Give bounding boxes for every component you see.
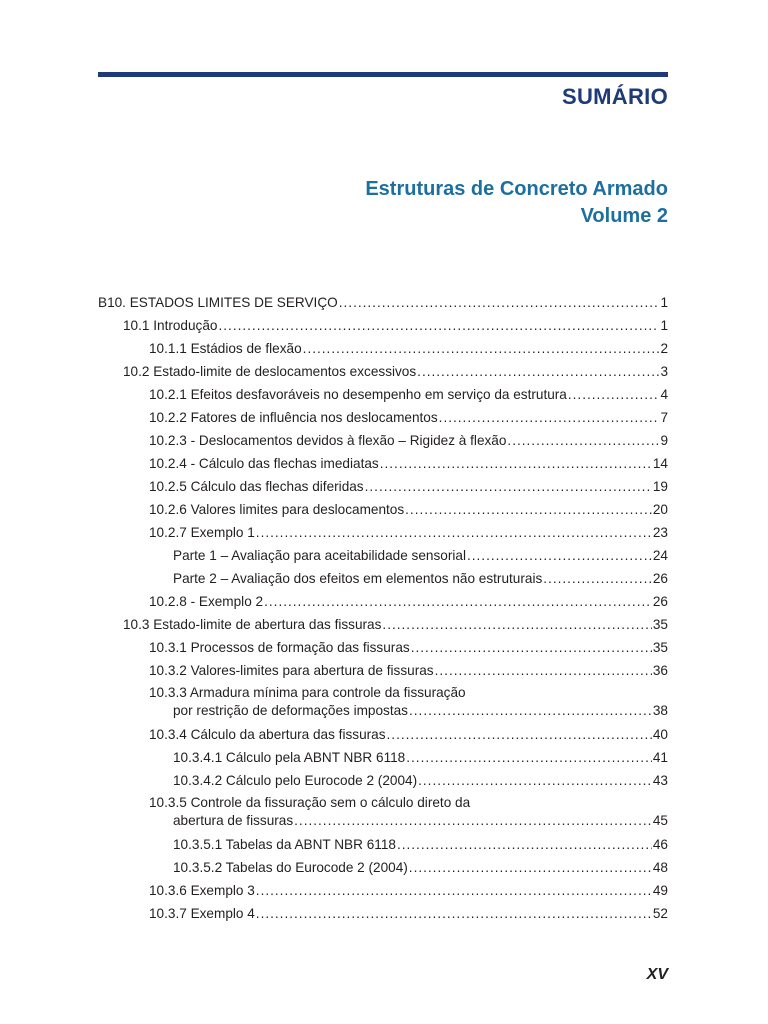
toc-entry-page: 35 (652, 640, 668, 655)
toc-entry[interactable] (98, 567, 668, 590)
toc-entry[interactable] (98, 452, 668, 475)
top-rule (98, 72, 668, 77)
table-of-contents (98, 291, 668, 925)
toc-entry[interactable] (98, 879, 668, 902)
toc-entry-page: 1 (660, 295, 668, 310)
toc-entry-page: 14 (652, 456, 668, 471)
dot-leader (568, 383, 660, 406)
toc-entry[interactable] (98, 792, 668, 833)
dot-leader (405, 498, 652, 521)
toc-entry-page: 40 (652, 727, 668, 742)
toc-entry-title: 10.3 Estado-limite de abertura das fissuras (123, 617, 382, 632)
dot-leader (380, 452, 652, 475)
toc-entry-page: 23 (652, 525, 668, 540)
dot-leader (417, 360, 659, 383)
subtitle-line-2: Volume 2 (580, 205, 668, 227)
dot-leader (365, 475, 652, 498)
toc-entry-title: 10.2.1 Efeitos desfavoráveis no desempenho em serviço da estrutura (149, 387, 567, 402)
toc-entry[interactable] (98, 544, 668, 567)
toc-entry-page: 45 (652, 813, 668, 828)
toc-entry-page: 19 (652, 479, 668, 494)
toc-entry[interactable] (98, 291, 668, 314)
dot-leader (387, 723, 652, 746)
toc-entry-page: 4 (660, 387, 668, 402)
toc-entry-title: 10.2.5 Cálculo das flechas diferidas (149, 479, 364, 494)
toc-entry-page: 1 (660, 318, 668, 333)
toc-entry-page: 46 (652, 837, 668, 852)
toc-entry-title: 10.3.5 Controle da fissuração sem o cálculo direto da (149, 795, 471, 810)
toc-entry-title: 10.2.8 - Exemplo 2 (149, 594, 264, 609)
toc-entry-title: 10.3.7 Exemplo 4 (149, 906, 255, 921)
toc-entry-title: 10.3.1 Processos de formação das fissuras (149, 640, 410, 655)
toc-entry[interactable] (98, 498, 668, 521)
dot-leader (256, 879, 652, 902)
toc-entry-title: 10.1.1 Estádios de flexão (149, 341, 302, 356)
dot-leader (507, 429, 659, 452)
toc-entry[interactable] (98, 723, 668, 746)
dot-leader (256, 902, 652, 925)
dot-leader (418, 769, 652, 792)
toc-entry-title: Parte 2 – Avaliação dos efeitos em elementos não estruturais (173, 571, 543, 586)
toc-entry[interactable] (98, 406, 668, 429)
toc-entry[interactable] (98, 833, 668, 856)
toc-entry-page: 3 (660, 364, 668, 379)
toc-entry-page: 26 (652, 594, 668, 609)
toc-entry[interactable] (98, 636, 668, 659)
toc-entry-title: 10.2.3 - Deslocamentos devidos à flexão – Rigidez à flexão (149, 433, 507, 448)
page-number: XV (646, 966, 668, 983)
dot-leader (411, 636, 652, 659)
dot-leader (256, 521, 652, 544)
toc-entry-page: 52 (652, 906, 668, 921)
toc-entry-page: 38 (652, 703, 668, 718)
toc-entry-page: 9 (660, 433, 668, 448)
toc-entry-title: 10.2 Estado-limite de deslocamentos excessivos (123, 364, 417, 379)
toc-entry[interactable] (98, 682, 668, 723)
toc-entry[interactable] (98, 475, 668, 498)
toc-entry[interactable] (98, 429, 668, 452)
toc-entry-page: 24 (652, 548, 668, 563)
dot-leader (264, 590, 652, 613)
dot-leader (543, 567, 652, 590)
toc-entry[interactable] (98, 769, 668, 792)
toc-entry-title: Parte 1 – Avaliação para aceitabilidade sensorial (173, 548, 466, 563)
dot-leader (382, 613, 651, 636)
toc-entry-title: 10.2.4 - Cálculo das flechas imediatas (149, 456, 379, 471)
dot-leader (439, 406, 660, 429)
toc-entry-title: 10.3.4.2 Cálculo pelo Eurocode 2 (2004) (173, 773, 418, 788)
toc-entry[interactable] (98, 360, 668, 383)
toc-entry-page: 43 (652, 773, 668, 788)
toc-entry-title-continued: abertura de fissuras (173, 813, 294, 828)
toc-entry[interactable] (98, 902, 668, 925)
toc-entry[interactable] (98, 659, 668, 682)
toc-entry-title: 10.3.4 Cálculo da abertura das fissuras (149, 727, 386, 742)
dot-leader (409, 856, 652, 879)
page-title: SUMÁRIO (562, 84, 668, 109)
toc-entry-title-continued: por restrição de deformações impostas (173, 703, 408, 718)
dot-leader (218, 314, 659, 337)
toc-entry-title: 10.2.6 Valores limites para deslocamentos (149, 502, 405, 517)
toc-entry[interactable] (98, 856, 668, 879)
toc-entry-title: 10.3.3 Armadura mínima para controle da fissuração (149, 685, 466, 700)
dot-leader (397, 833, 652, 856)
toc-entry-page: 7 (660, 410, 668, 425)
toc-entry[interactable] (98, 521, 668, 544)
toc-entry-page: 35 (652, 617, 668, 632)
subtitle-line-1: Estruturas de Concreto Armado (365, 178, 668, 200)
toc-entry-page: 49 (652, 883, 668, 898)
toc-entry[interactable] (98, 613, 668, 636)
toc-entry[interactable] (98, 590, 668, 613)
toc-entry-title: 10.2.7 Exemplo 1 (149, 525, 255, 540)
dot-leader (409, 702, 652, 720)
book-subtitle (365, 176, 668, 230)
toc-entry-page: 26 (652, 571, 668, 586)
toc-entry-page: 41 (652, 750, 668, 765)
toc-entry-page: 20 (652, 502, 668, 517)
toc-entry-page: 2 (660, 341, 668, 356)
dot-leader (406, 746, 652, 769)
toc-entry-title: 10.3.5.2 Tabelas do Eurocode 2 (2004) (173, 860, 408, 875)
toc-entry[interactable] (98, 314, 668, 337)
toc-entry-page: 36 (652, 663, 668, 678)
toc-entry-title: 10.3.2 Valores-limites para abertura de fissuras (149, 663, 434, 678)
toc-entry[interactable] (98, 337, 668, 360)
toc-entry[interactable] (98, 746, 668, 769)
dot-leader (303, 337, 660, 360)
toc-entry-title: 10.3.5.1 Tabelas da ABNT NBR 6118 (173, 837, 396, 852)
toc-entry-title: B10. ESTADOS LIMITES DE SERVIÇO (98, 295, 338, 310)
toc-entry-title: 10.3.6 Exemplo 3 (149, 883, 255, 898)
toc-entry[interactable] (98, 383, 668, 406)
dot-leader (339, 291, 660, 314)
dot-leader (467, 544, 652, 567)
toc-entry-page: 48 (652, 860, 668, 875)
toc-entry-title: 10.2.2 Fatores de influência nos deslocamentos (149, 410, 438, 425)
dot-leader (294, 812, 652, 830)
toc-entry-title: 10.3.4.1 Cálculo pela ABNT NBR 6118 (173, 750, 406, 765)
dot-leader (435, 659, 652, 682)
toc-entry-title: 10.1 Introdução (123, 318, 218, 333)
